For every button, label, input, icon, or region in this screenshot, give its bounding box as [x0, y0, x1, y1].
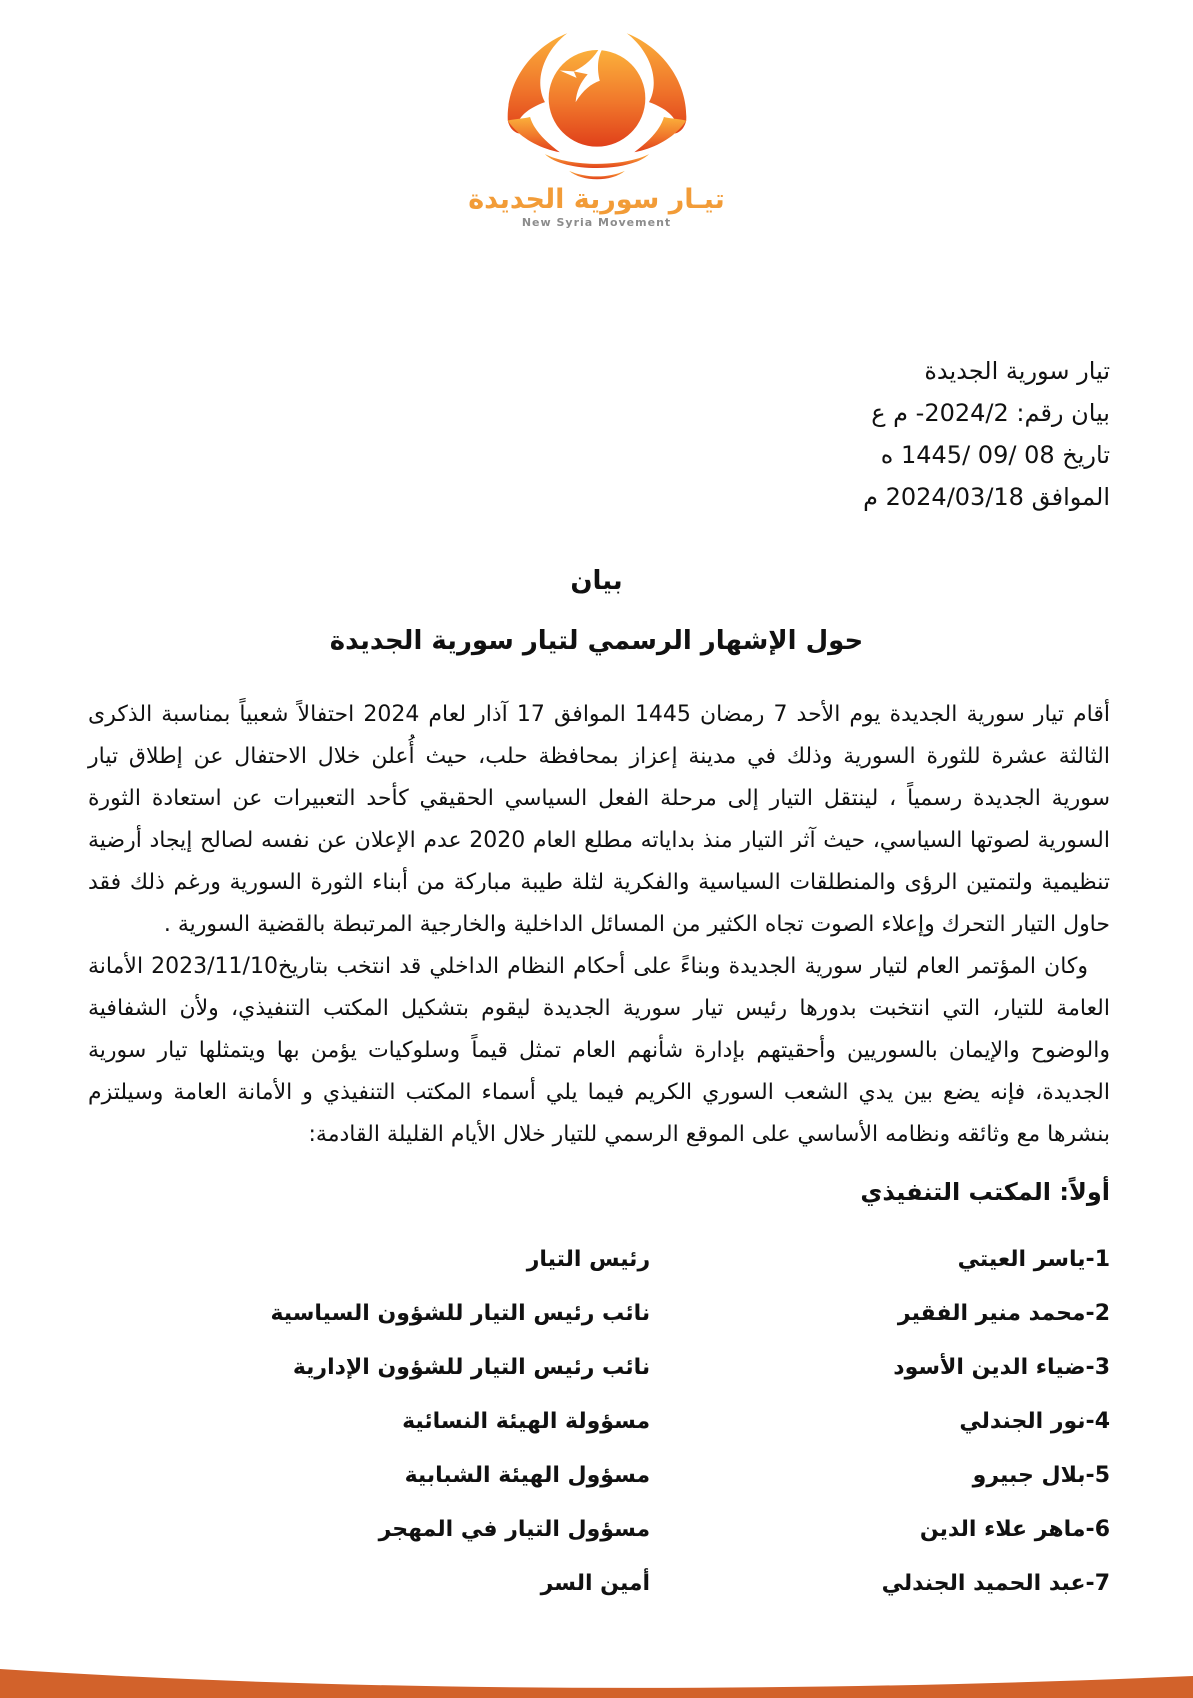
member-role: مسؤول التيار في المهجر [378, 1516, 651, 1542]
member-name: 7-عبد الحميد الجندلي [881, 1570, 1110, 1596]
statement-kicker: بيان [570, 566, 623, 596]
member-role: مسؤول الهيئة الشبابية [404, 1462, 651, 1488]
logo-wordmark: تيـار سورية الجديدة [468, 184, 725, 215]
logo [0, 24, 1193, 229]
member-role: مسؤولة الهيئة النسائية [402, 1408, 651, 1434]
member-role: أمين السر [540, 1570, 651, 1596]
logo-tagline: New Syria Movement [521, 216, 672, 229]
member-name: 1-ياسر العيتي [957, 1246, 1110, 1272]
executive-list-item [88, 1232, 1110, 1286]
executive-office-heading: أولاً: المكتب التنفيذي [860, 1178, 1110, 1206]
executive-list-item [88, 1448, 1110, 1502]
body-paragraph-2: وكان المؤتمر العام لتيار سورية الجديدة وبناءً على أحكام النظام الداخلي قد انتخب بتاريخ2023/11/10 الأمانة العامة للتيار، التي انتخبت بدورها رئيس تيار سورية الجديدة ليقوم بتشكيل المكتب التنفيذي، ولأن الشفافية والوضوح والإيمان بالسوريين وأحقيتهم بإدارة شأنهم العام تمثل قيماً وسلوكيات يؤمن بها ويتمثلها تيار سورية الجديدة، فإنه يضع بين يدي الشعب السوري الكريم فيما يلي أسماء المكتب التنفيذي و الأمانة العامة وسيلتزم بنشرها مع وثائقه ونظامه الأساسي على الموقع الرسمي للتيار خلال الأيام القليلة القادمة: [88, 954, 1110, 1147]
phoenix-icon [478, 24, 716, 182]
executive-office-section [88, 1178, 1110, 1610]
member-role: نائب رئيس التيار للشؤون الإدارية [292, 1354, 651, 1380]
meta-date-gregorian: الموافق 2024/03/18 م [863, 483, 1110, 511]
footer-decoration [0, 1628, 1193, 1698]
executive-list-item [88, 1394, 1110, 1448]
meta-statement-number: بيان رقم: 2024/2- م ع [871, 399, 1110, 427]
statement-title: حول الإشهار الرسمي لتيار سورية الجديدة [329, 626, 864, 656]
statement-body [88, 694, 1110, 1156]
statement-meta [863, 350, 1110, 518]
executive-list-item [88, 1286, 1110, 1340]
meta-org-name: تيار سورية الجديدة [924, 357, 1110, 385]
meta-date-hijri: تاريخ 08 /09 /1445 ه [880, 441, 1110, 469]
member-role: رئيس التيار [526, 1246, 651, 1272]
executive-list-item [88, 1556, 1110, 1610]
member-name: 3-ضياء الدين الأسود [893, 1354, 1110, 1380]
executive-list-item [88, 1502, 1110, 1556]
member-name: 6-ماهر علاء الدين [919, 1516, 1110, 1542]
executive-list-item [88, 1340, 1110, 1394]
member-name: 2-محمد منير الفقير [897, 1300, 1110, 1326]
member-name: 4-نور الجندلي [959, 1408, 1110, 1434]
member-role: نائب رئيس التيار للشؤون السياسية [270, 1300, 651, 1326]
body-paragraph-1: أقام تيار سورية الجديدة يوم الأحد 7 رمضان 1445 الموافق 17 آذار لعام 2024 احتفالاً شعبياً بمناسبة الذكرى الثالثة عشرة للثورة السورية وذلك في مدينة إعزاز بمحافظة حلب، حيث أُعلن خلال الاحتفال عن إطلاق تيار سورية الجديدة رسمياً ، لينتقل التيار إلى مرحلة الفعل السياسي الحقيقي كأحد التعبيرات عن استعادة الثورة السورية لصوتها السياسي، حيث آثر التيار منذ بداياته مطلع العام 2020 عدم الإعلان عن نفسه لصالح إيجاد أرضية تنظيمية ولتمتين الرؤى والمنطلقات السياسية والفكرية لثلة طيبة مباركة من أبناء الثورة السورية ورغم ذلك فقد حاول التيار التحرك وإعلاء الصوت تجاه الكثير من المسائل الداخلية والخارجية المرتبطة بالقضية السورية . [88, 702, 1110, 937]
executive-office-list [88, 1232, 1110, 1610]
member-name: 5-بلال جبيرو [972, 1462, 1110, 1488]
